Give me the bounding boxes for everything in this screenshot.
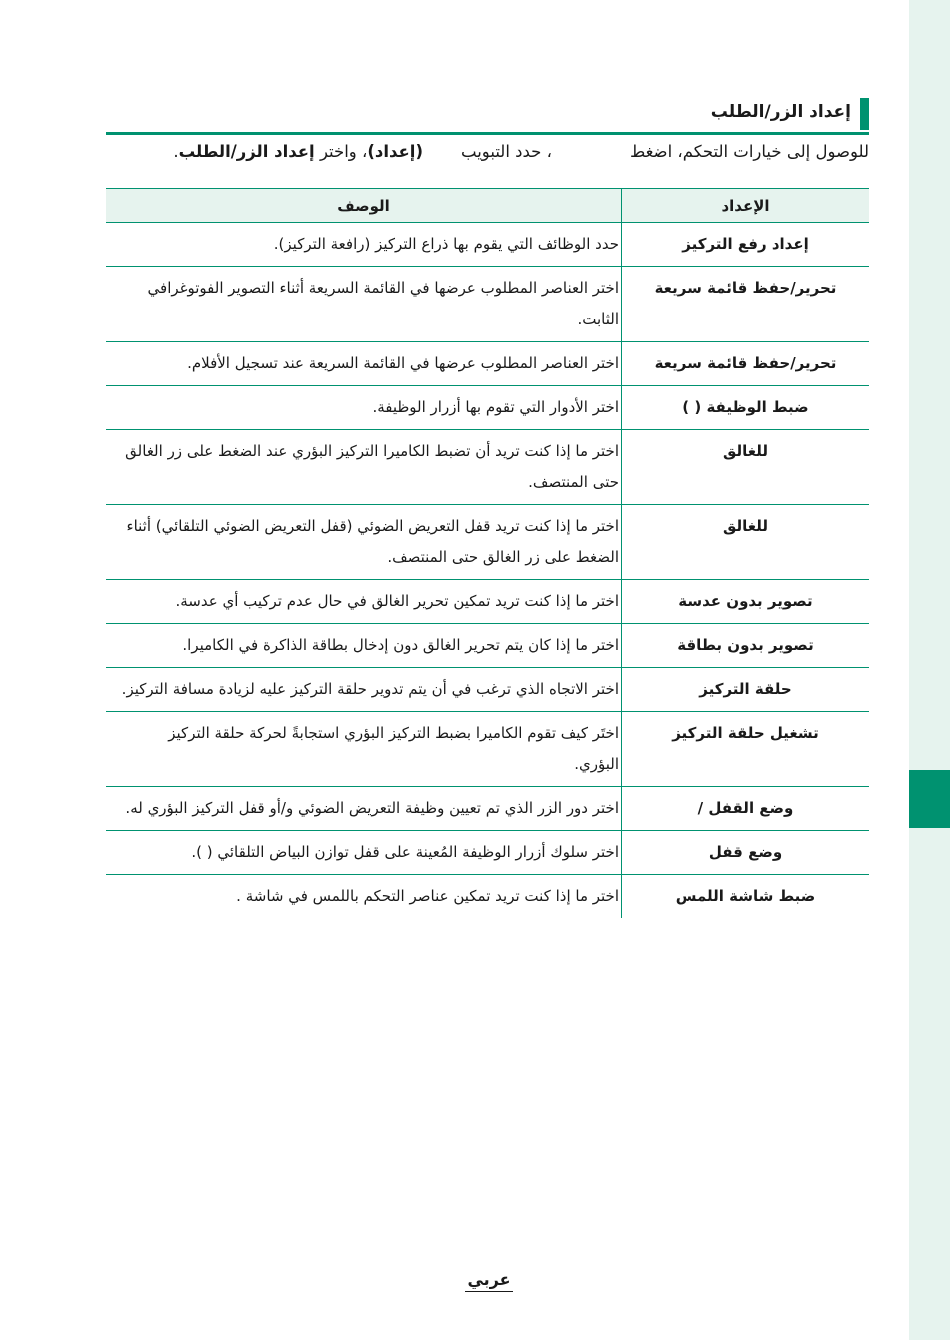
- setting-name: تحرير/حفظ قائمة سريعة: [622, 267, 870, 342]
- chapter-tab: [909, 770, 950, 828]
- table-row: [106, 430, 869, 505]
- header-description: الوصف: [106, 189, 622, 223]
- setting-description: اختر ما إذا كنت تريد تمكين عناصر التحكم باللمس في شاشة .: [236, 887, 619, 905]
- setting-name: وضع قفل: [622, 831, 870, 875]
- setting-description: اختَر كيف تقوم الكاميرا بضبط التركيز البؤري استجابةً لحركة حلقة التركيز البؤري.: [106, 712, 622, 787]
- setting-name: وضع القفل /: [622, 787, 870, 831]
- section-marker: [860, 98, 869, 130]
- table-row: [106, 668, 869, 712]
- table-row: [106, 223, 869, 267]
- setting-description: اختر ما إذا كان يتم تحرير الغالق دون إدخال بطاقة الذاكرة في الكاميرا.: [106, 624, 622, 668]
- setting-name: ضبط الوظيفة ( ): [622, 386, 870, 430]
- setting-name: تحرير/حفظ قائمة سريعة: [622, 342, 870, 386]
- table-row: [106, 712, 869, 787]
- table-row: [106, 787, 869, 831]
- setting-description: اختر ما إذا كنت تريد أن تضبط الكاميرا التركيز البؤري عند الضغط على زر الغالق حتى المنتصف.: [106, 430, 622, 505]
- setting-description: اختر سلوك أزرار الوظيفة المُعينة على قفل توازن البياض التلقائي ( ).: [106, 831, 622, 875]
- setting-description: اختر دور الزر الذي تم تعيين وظيفة التعريض الضوئي و/أو قفل التركيز البؤري له.: [106, 787, 622, 831]
- footer-language-label: عربي: [465, 1270, 512, 1292]
- table-row: [106, 831, 869, 875]
- setting-name: للغالق: [622, 505, 870, 580]
- section-title: إعداد الزر/الطلب: [710, 102, 851, 122]
- setting-description: اختر العناصر المطلوب عرضها في القائمة السريعة عند تسجيل الأفلام.: [106, 342, 622, 386]
- table-row: [106, 267, 869, 342]
- header-setting: الإعداد: [622, 189, 870, 223]
- table-row: [106, 505, 869, 580]
- intro-period: .: [173, 142, 179, 161]
- setting-description: اختر العناصر المطلوب عرضها في القائمة السريعة أثناء التصوير الفوتوغرافي الثابت.: [106, 267, 622, 342]
- table-row: [106, 342, 869, 386]
- setting-description: اختر ما إذا كنت تريد قفل التعريض الضوئي (قفل التعريض الضوئي التلقائي) أثناء الضغط على زر الغالق حتى المنتصف.: [106, 505, 622, 580]
- setting-description: اختر ما إذا كنت تريد تمكين تحرير الغالق في حال عدم تركيب أي عدسة.: [106, 580, 622, 624]
- table-header-row: [106, 189, 869, 223]
- setting-name: إعداد رفع التركيز: [622, 223, 870, 267]
- setting-name: تصوير بدون بطاقة: [622, 624, 870, 668]
- setting-name: للغالق: [622, 430, 870, 505]
- table-row: [106, 624, 869, 668]
- settings-table: [106, 188, 869, 918]
- setting-name: تصوير بدون عدسة: [622, 580, 870, 624]
- setting-description: اختر الأدوار التي تقوم بها أزرار الوظيفة.: [106, 386, 622, 430]
- setting-description: اختر الاتجاه الذي ترغب في أن يتم تدوير حلقة التركيز عليه لزيادة مسافة التركيز.: [106, 668, 622, 712]
- setting-name: حلقة التركيز: [622, 668, 870, 712]
- setting-description: حدد الوظائف التي يقوم بها ذراع التركيز (رافعة التركيز).: [106, 223, 622, 267]
- intro-paragraph: [130, 142, 869, 161]
- setting-name: ضبط شاشة اللمس: [622, 875, 870, 919]
- side-strip: [909, 0, 950, 1340]
- setting-name: تشغيل حلقة التركيز: [622, 712, 870, 787]
- intro-text-2: ، حدد التبويب: [461, 142, 552, 161]
- intro-tab-name: (إعداد): [367, 142, 424, 161]
- table-row: [106, 580, 869, 624]
- intro-text-1: للوصول إلى خيارات التحكم، اضغط: [629, 142, 869, 161]
- intro-text-4: ، واختر: [319, 142, 368, 161]
- table-row: [106, 386, 869, 430]
- intro-menu-name: إعداد الزر/الطلب: [178, 142, 315, 161]
- table-row: [106, 875, 869, 919]
- page-footer: [0, 1270, 950, 1292]
- section-header: [106, 96, 869, 135]
